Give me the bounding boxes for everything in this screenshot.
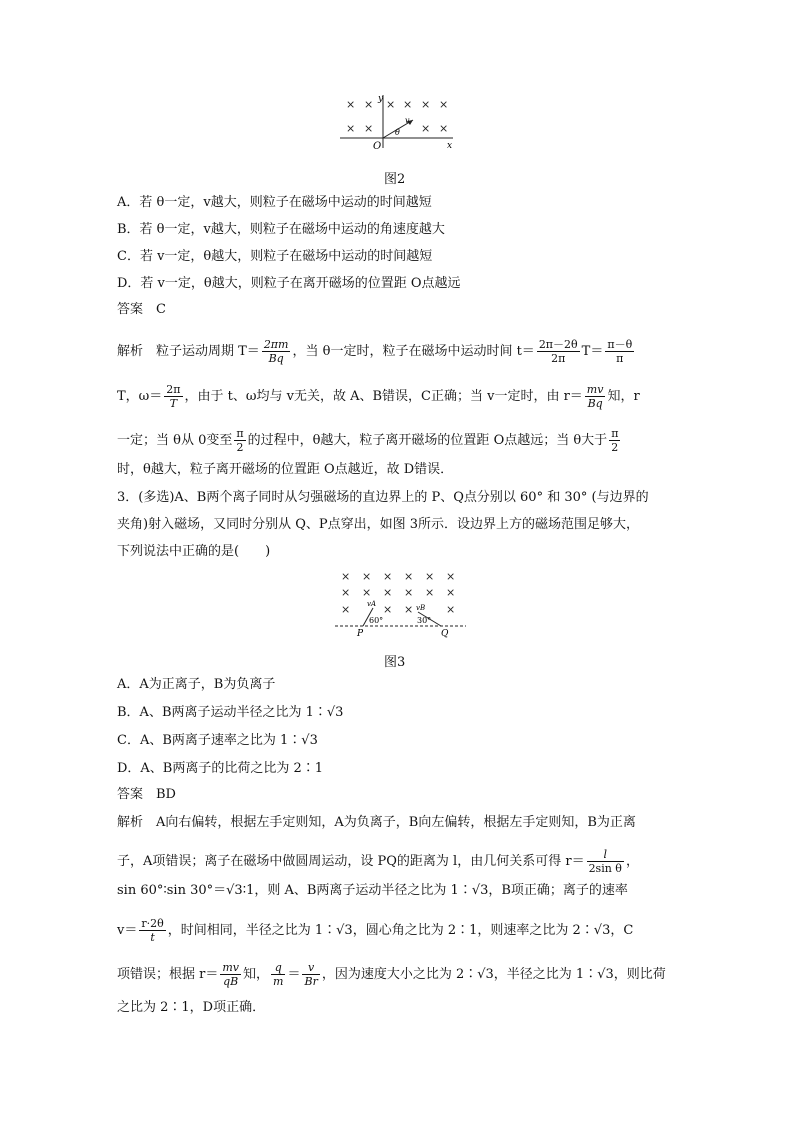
svg-text:×: × bbox=[383, 570, 393, 583]
explanation-line-1: 解析 粒子运动周期 T＝ $\frac{2\pi m}{Bq}$ ，当 θ一定时，粒子在磁场中运动时间 t＝ $\frac{2\pi-2\theta}{2\pi}$ T＝ $\frac{\pi-\theta}{\pi}$ bbox=[117, 338, 633, 365]
svg-text:×: × bbox=[404, 586, 414, 599]
svg-text:×: × bbox=[404, 570, 414, 583]
svg-text:×: × bbox=[341, 570, 351, 583]
svg-text:×: × bbox=[346, 122, 356, 135]
origin-label: O bbox=[373, 141, 382, 152]
explanation-line-3: sin 60°∶sin 30°＝√3∶1，则 A、B两离子运动半径之比为 1∶√3，B项正确；离子的速率 bbox=[117, 883, 628, 898]
svg-text:×: × bbox=[446, 570, 456, 583]
answer-label: 答案 C bbox=[117, 302, 166, 317]
svg-text:×: × bbox=[346, 98, 356, 111]
svg-text:×: × bbox=[364, 122, 374, 135]
svg-text:×: × bbox=[439, 122, 449, 135]
explanation-line-3: 一定；当 θ从 0变至 $\frac{\pi}{2}$ 的过程中，θ越大，粒子离开磁场的位置距 O点越远；当 θ大于 $\frac{\pi}{2}$ bbox=[117, 427, 619, 454]
svg-text:×: × bbox=[403, 98, 413, 111]
option-c: C．若 v一定，θ越大，则粒子在磁场中运动的时间越短 bbox=[117, 249, 433, 264]
option-b: B．若 θ一定，v越大，则粒子在磁场中运动的角速度越大 bbox=[117, 222, 445, 237]
explanation-line-1: 解析 A向右偏转，根据左手定则知，A为负离子，B向左偏转，根据左手定则知，B为正离 bbox=[117, 815, 636, 830]
svg-text:×: × bbox=[421, 122, 431, 135]
svg-text:×: × bbox=[383, 586, 393, 599]
option-d: D．A、B两离子的比荷之比为 2∶1 bbox=[117, 761, 324, 776]
svg-text:×: × bbox=[425, 570, 435, 583]
q-label: Q bbox=[441, 629, 449, 638]
question-3-stem-3: 下列说法中正确的是( ) bbox=[117, 544, 271, 559]
explanation-line-5: 项错误；根据 r＝ $\frac{mv}{qB}$ 知， $\frac{q}{m}$ ＝ $\frac{v}{Br}$ ，因为速度大小之比为 2∶√3，半径之比为 1∶√3，则比荷 bbox=[117, 961, 666, 988]
explanation-line-2: 子，A项错误；离子在磁场中做圆周运动，设 PQ的距离为 l，由几何关系可得 r＝ $\frac{l}{\text{2sin θ}}$ ， bbox=[117, 848, 639, 875]
svg-text:×: × bbox=[446, 603, 456, 616]
figure-3-caption: 图3 bbox=[384, 655, 406, 670]
y-axis-label: y bbox=[378, 94, 384, 104]
svg-text:×: × bbox=[439, 98, 449, 111]
svg-text:×: × bbox=[446, 586, 456, 599]
svg-text:×: × bbox=[404, 603, 414, 616]
svg-text:×: × bbox=[364, 98, 374, 111]
figure-2-caption: 图2 bbox=[384, 172, 406, 187]
svg-text:×: × bbox=[383, 603, 393, 616]
explanation-line-6: 之比为 2∶1，D项正确． bbox=[117, 1000, 266, 1015]
answer-label: 答案 BD bbox=[117, 787, 176, 802]
option-b: B．A、B两离子运动半径之比为 1∶√3 bbox=[117, 705, 344, 720]
vb-label: vB bbox=[416, 604, 426, 612]
svg-text:×: × bbox=[362, 586, 372, 599]
explanation-line-4: v＝ $\frac{r\cdot 2\theta}{t}$ ，时间相同，半径之比为 1∶√3，圆心角之比为 2∶1，则速率之比为 2∶√3，C bbox=[117, 917, 634, 944]
magnetic-field-crosses bbox=[341, 570, 455, 616]
x-axis-label: x bbox=[447, 141, 453, 151]
angle-30-label: 30° bbox=[417, 616, 432, 625]
va-label: vA bbox=[367, 600, 377, 608]
option-a: A．A为正离子，B为负离子 bbox=[117, 677, 276, 692]
svg-text:×: × bbox=[341, 603, 351, 616]
figure-3 bbox=[333, 566, 468, 638]
explanation-line-4: 时，θ越大，粒子离开磁场的位置距 O点越近，故 D错误． bbox=[117, 462, 454, 477]
svg-text:×: × bbox=[386, 98, 396, 111]
explanation-line-2: T，ω＝ $\frac{2\pi}{T}$ ，由于 t、ω均与 v无关，故 A、B错误，C正确；当 v一定时，由 r＝ $\frac{mv}{Bq}$ 知，r bbox=[117, 383, 640, 410]
svg-text:×: × bbox=[425, 586, 435, 599]
theta-label: θ bbox=[395, 128, 400, 137]
svg-text:×: × bbox=[341, 586, 351, 599]
option-a: A．若 θ一定，v越大，则粒子在磁场中运动的时间越短 bbox=[117, 195, 432, 210]
p-label: P bbox=[357, 629, 364, 638]
v-label: v bbox=[405, 116, 410, 125]
figure-2 bbox=[335, 90, 465, 152]
angle-60-label: 60° bbox=[369, 616, 384, 625]
svg-text:×: × bbox=[362, 570, 372, 583]
option-d: D．若 v一定，θ越大，则粒子在离开磁场的位置距 O点越远 bbox=[117, 276, 461, 291]
option-c: C．A、B两离子速率之比为 1∶√3 bbox=[117, 733, 318, 748]
question-3-stem-2: 夹角)射入磁场，又同时分别从 Q、P点穿出，如图 3所示．设边界上方的磁场范围足够大， bbox=[117, 517, 640, 532]
svg-text:×: × bbox=[421, 98, 431, 111]
question-3-stem-1: 3．(多选)A、B两个离子同时从匀强磁场的直边界上的 P、Q点分别以 60° 和 30° (与边界的 bbox=[117, 490, 649, 505]
